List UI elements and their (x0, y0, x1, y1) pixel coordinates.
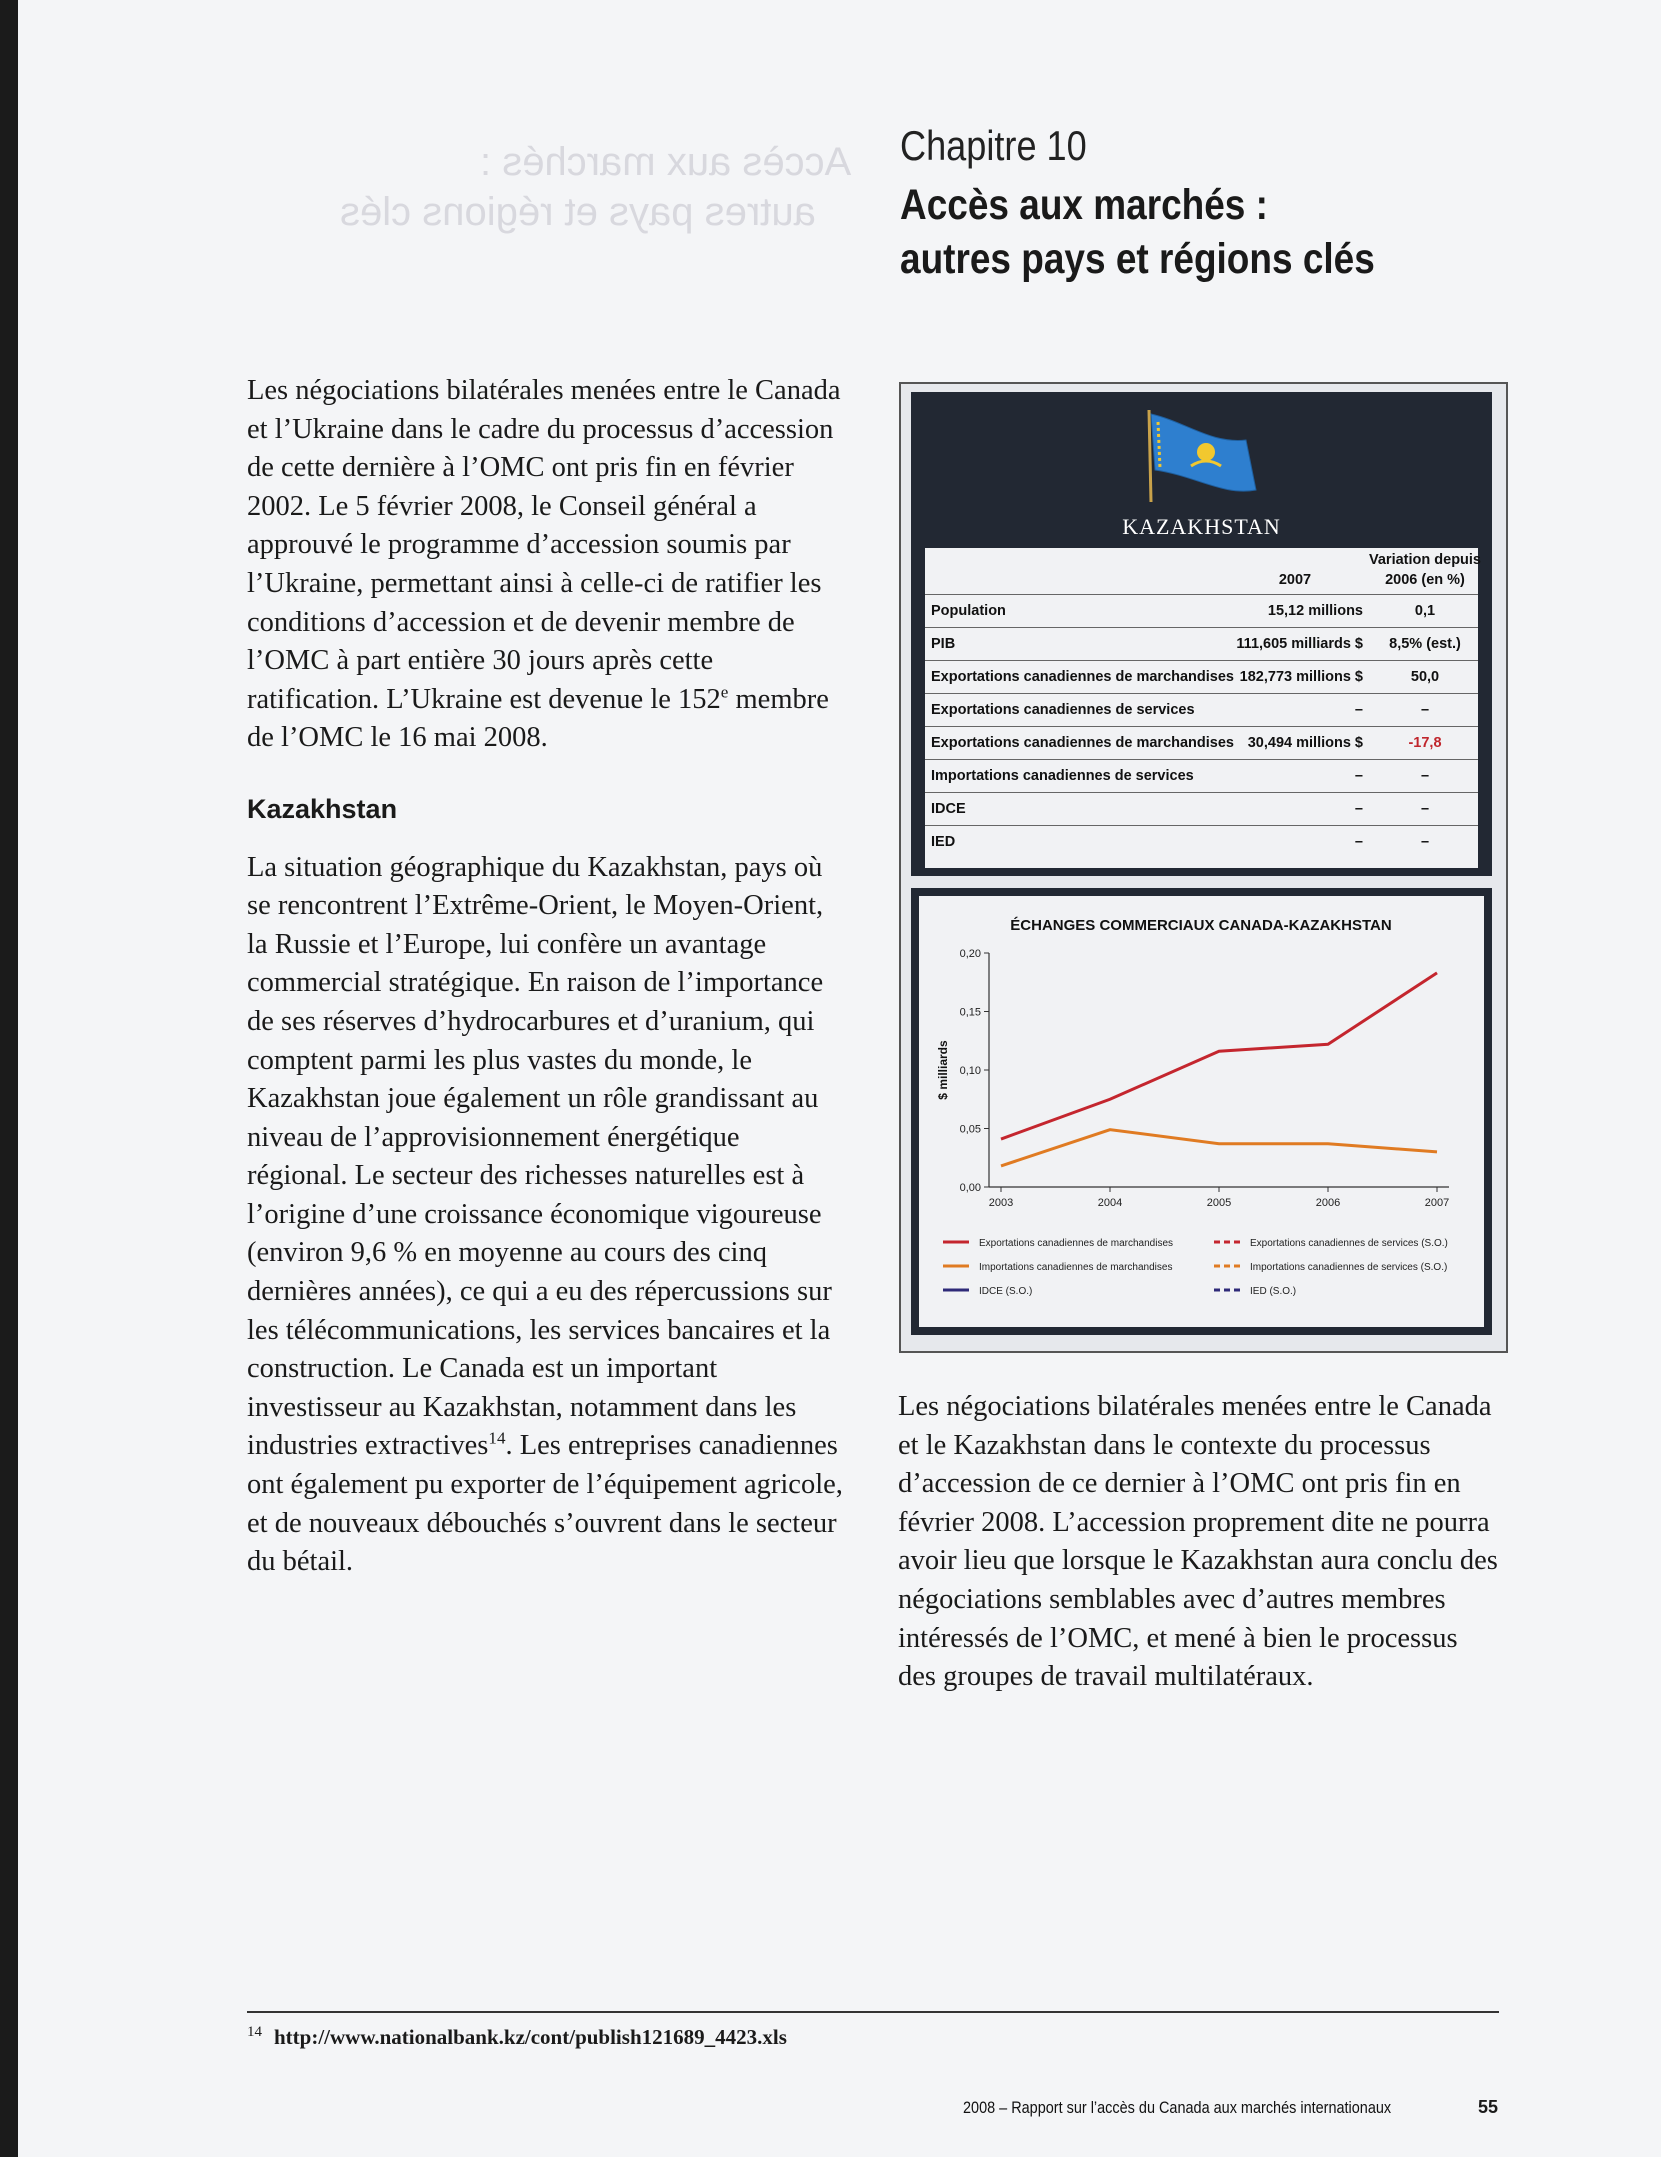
row-value-2007: 30,494 millions $ (1247, 735, 1363, 751)
x-tick-label: 2007 (1424, 1197, 1450, 1209)
stat-row-pib (925, 627, 1478, 661)
stat-row-population (925, 594, 1478, 628)
row-label: Exportations canadiennes de marchandises (931, 669, 1234, 685)
chapter-title (900, 178, 1375, 286)
y-tick-label: 0,00 (959, 1182, 981, 1194)
right-column (898, 1388, 1498, 1697)
footnote-reference[interactable]: 14 (488, 1428, 506, 1448)
row-value-2007: – (1354, 768, 1363, 784)
legend-label: IED (S.O.) (1250, 1286, 1297, 1297)
row-label: Importations canadiennes de services (931, 768, 1194, 784)
chapter-title-line2: autres pays et régions clés (900, 235, 1375, 283)
row-value-2007: 111,605 milliards $ (1236, 636, 1363, 652)
chart-title: ÉCHANGES COMMERCIAUX CANADA-KAZAKHSTAN (1010, 917, 1392, 934)
stat-row-exports-services (925, 693, 1478, 727)
footnote-link[interactable]: http://www.nationalbank.kz/cont/publish121689_4423.xls (274, 2025, 787, 2049)
row-label: IED (931, 834, 956, 850)
show-through-ghost: Accès aux marchés : (480, 140, 852, 184)
stats-panel (911, 392, 1492, 876)
x-tick-label: 2003 (988, 1197, 1014, 1209)
section-heading-kazakhstan: Kazakhstan (247, 793, 398, 824)
trade-line-chart (919, 896, 1484, 1327)
chart-area (919, 896, 1484, 1327)
y-tick-label: 0,05 (959, 1123, 981, 1136)
chapter-label: Chapitre 10 (900, 122, 1087, 169)
country-name: KAZAKHSTAN (1122, 514, 1281, 539)
y-tick-label: 0,20 (959, 948, 981, 960)
stats-table (925, 548, 1481, 868)
kazakhstan-paragraph-end: . Les entreprises canadiennes ont également pu exporter de l’équipement agricole, et de nouveaux débouchés s’ouvrent dans le secteur du bétail. (247, 1430, 843, 1578)
row-variation: – (1420, 768, 1430, 784)
row-variation: 0,1 (1414, 603, 1436, 619)
stat-row-ied (925, 825, 1478, 859)
chart-panel (911, 888, 1492, 1335)
row-variation: – (1420, 834, 1430, 850)
legend-label: Importations canadiennes de marchandises (979, 1262, 1173, 1273)
row-value-2007: 182,773 millions $ (1239, 669, 1363, 685)
legend-label: Importations canadiennes de services (S.O.) (1250, 1262, 1448, 1273)
row-label: PIB (931, 636, 956, 652)
stat-row-exports-goods-2 (925, 726, 1478, 760)
x-tick-label: 2006 (1315, 1197, 1341, 1209)
row-label: IDCE (931, 801, 966, 817)
row-value-2007: – (1354, 702, 1363, 718)
stat-row-imports-services (925, 759, 1478, 793)
ukraine-paragraph (247, 372, 847, 758)
kazakhstan-paragraph (247, 849, 847, 1582)
row-variation: – (1420, 702, 1430, 718)
x-tick-label: 2005 (1206, 1197, 1232, 1209)
legend-label: IDCE (S.O.) (979, 1286, 1033, 1297)
stat-row-idce (925, 792, 1478, 826)
kazakhstan-infobox (899, 382, 1508, 1353)
column-header-variation-line2: 2006 (en %) (1385, 572, 1465, 588)
row-value-2007: 15,12 millions (1267, 603, 1363, 619)
series-line-1 (1001, 1130, 1437, 1166)
accession-paragraph: Les négociations bilatérales menées entre le Canada et le Kazakhstan dans le contexte du processus d’accession de ce dernier à l’OMC ont pris fin en février 2008. L’accession proprement dite ne pourra avoir lieu que lorsque le Kazakhstan aura conclu des négociations semblables avec d’autres membres intéressés de l’OMC, et mené à bien le processus des groupes de travail multilatéraux. (898, 1391, 1498, 1693)
row-label: Exportations canadiennes de services (931, 702, 1195, 718)
superscript: e (720, 682, 729, 702)
footnote (247, 2024, 787, 2050)
row-value-2007: – (1354, 801, 1363, 817)
page-number: 55 (1478, 2097, 1499, 2117)
row-variation: 50,0 (1410, 669, 1440, 685)
ukraine-paragraph-text: Les négociations bilatérales menées entre le Canada et l’Ukraine dans le cadre du processus d’accession de cette dernière à l’OMC ont pris fin en février 2002. Le 5 février 2008, le Conseil général a approuvé le programme d’accession soumis par l’Ukraine, permettant ainsi à celle-ci de ratifier les conditions d’accession et de devenir membre de l’OMC à part entière 30 jours après cette ratification. L’Ukraine est devenue le 152 (247, 375, 841, 715)
row-label: Population (931, 603, 1006, 619)
ukraine-paragraph-end: membre de l’OMC le 16 mai 2008. (247, 683, 829, 754)
row-variation: 8,5% (est.) (1389, 636, 1461, 652)
legend-label: Exportations canadiennes de services (S.O.) (1250, 1238, 1448, 1249)
series-line-0 (1001, 973, 1437, 1139)
row-value-2007: – (1354, 834, 1363, 850)
column-header-variation-line1: Variation depuis (1369, 552, 1481, 568)
x-tick-label: 2004 (1097, 1197, 1123, 1209)
legend-label: Exportations canadiennes de marchandises (979, 1238, 1174, 1249)
running-footer: 2008 – Rapport sur l’accès du Canada aux marchés internationaux (963, 2098, 1392, 2117)
row-variation: – (1420, 801, 1430, 817)
footnote-number: 14 (247, 2024, 262, 2040)
row-variation-negative: -17,8 (1408, 735, 1442, 751)
row-label: Exportations canadiennes de marchandises (931, 735, 1234, 751)
footnote-divider (247, 2011, 1499, 2013)
stats-table-header (925, 548, 1481, 594)
left-column (247, 372, 847, 1582)
page-binding-edge (0, 0, 18, 2157)
y-tick-label: 0,15 (959, 1006, 981, 1019)
chapter-title-line1: Accès aux marchés : (900, 181, 1268, 229)
stat-row-exports-goods (925, 660, 1478, 694)
y-axis-label: $ milliards (936, 1040, 950, 1100)
kazakhstan-paragraph-text: La situation géographique du Kazakhstan, pays où se rencontrent l’Extrême-Orient, le Moyen-Orient, la Russie et l’Europe, lui confère un avantage commercial stratégique. En raison de l’importance de ses réserves d’hydrocarbures et d’uranium, qui comptent parmi les plus vastes du monde, le Kazakhstan joue également un rôle grandissant au niveau de l’approvisionnement énergétique régional. Le secteur des richesses naturelles est à l’origine d’une croissance économique vigoureuse (environ 9,6 % en moyenne au cours des cinq dernières années), ce qui a eu des répercussions sur les télécommunications, les services bancaires et la construction. Le Canada est un important investisseur au Kazakhstan, notamment dans les industries extractives (247, 851, 832, 1462)
y-tick-label: 0,10 (959, 1065, 981, 1077)
show-through-ghost: autres pays et régions clés (340, 190, 816, 234)
column-header-2007: 2007 (1278, 572, 1312, 588)
